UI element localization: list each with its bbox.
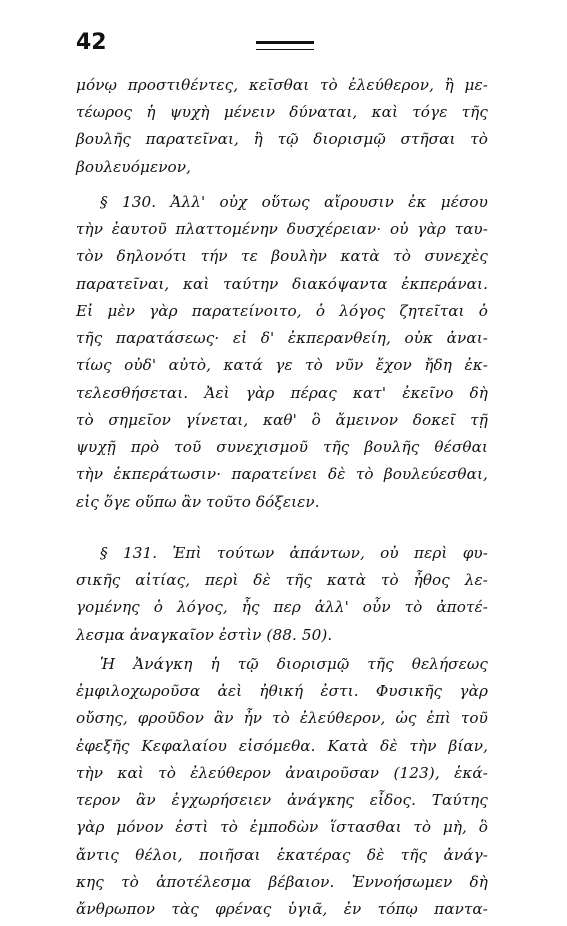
- text-line: ἐμφιλοχωροῦσα ἀεὶ ἠθική ἐστι. Φυσικῆς γὰρ: [76, 682, 488, 700]
- text-line: ψυχῇ πρὸ τοῦ συνεχισμοῦ τῆς βουλῆς θέσθαι: [76, 438, 488, 456]
- text-line: τὸν δηλονότι τήν τε βουλὴν κατὰ τὸ συνεχὲς: [76, 247, 488, 265]
- text-line: τελεσθήσεται. Ἀεὶ γὰρ πέρας κατ' ἐκεῖνο δὴ: [76, 384, 488, 402]
- text-line: ἄνθρωπον τὰς φρένας ὑγιᾶ, ἐν τόπῳ παντα-: [76, 900, 488, 918]
- text-line: βουλῆς παρατεῖναι, ἢ τῷ διορισμῷ στῆσαι τὸ: [76, 130, 488, 148]
- text-line: εἰς ὅγε οὕπω ἂν τοῦτο δόξειεν.: [76, 493, 320, 511]
- text-line: ἐφεξῆς Κεφαλαίου εἰσόμεθα. Κατὰ δὲ τὴν βίαν,: [76, 737, 488, 755]
- text-line: κης τὸ ἀποτέλεσμα βέβαιον. Ἐννοήσωμεν δὴ: [76, 873, 488, 891]
- section-130-heading-line: § 130. Ἀλλ' οὐχ οὕτως αἴρουσιν ἐκ μέσου: [100, 193, 488, 211]
- header-rule: [256, 41, 314, 50]
- section-131-heading-line: § 131. Ἐπὶ τούτων ἁπάντων, οὐ περὶ φυ-: [100, 544, 488, 562]
- text-line: γομένης ὁ λόγος, ἧς περ ἀλλ' οὖν τὸ ἀποτέ-: [76, 598, 488, 616]
- text-line: τὴν ἑαυτοῦ πλαττομένην δυσχέρειαν· οὐ γὰρ ταυ-: [76, 220, 488, 238]
- text-line: μόνῳ προστιθέντες, κεῖσθαι τὸ ἐλεύθερον, ἢ με-: [76, 76, 488, 94]
- text-line: τῆς παρατάσεως· εἰ δ' ἐκπερανθείη, οὐκ ἀναι-: [76, 329, 488, 347]
- text-line: τὸ σημεῖον γίνεται, καθ' ὃ ἄμεινον δοκεῖ τῇ: [76, 411, 488, 429]
- paragraph-start-line: Ἡ Ἀνάγκη ἡ τῷ διορισμῷ τῆς θελήσεως: [100, 655, 488, 673]
- text-line: σικῆς αἰτίας, περὶ δὲ τῆς κατὰ τὸ ἦθος λε-: [76, 571, 488, 589]
- page-number: 42: [76, 30, 107, 55]
- text-line: τὴν καὶ τὸ ἐλεύθερον ἀναιροῦσαν (123), ἑκά-: [76, 764, 488, 782]
- text-line: τίως οὐδ' αὐτὸ, κατά γε τὸ νῦν ἔχον ἤδη ἐκ-: [76, 356, 488, 374]
- text-line: γὰρ μόνον ἐστὶ τὸ ἐμποδὼν ἵστασθαι τὸ μὴ, ὃ: [76, 818, 488, 836]
- text-line: παρατεῖναι, καὶ ταύτην διακόψαντα ἐκπεράναι.: [76, 275, 488, 293]
- text-line: οὔσης, φροῦδον ἂν ἦν τὸ ἐλεύθερον, ὡς ἐπὶ τοῦ: [76, 709, 488, 727]
- text-line: ἄντις θέλοι, ποιῆσαι ἑκατέρας δὲ τῆς ἀνάγ-: [76, 846, 488, 864]
- text-line: τέωρος ἡ ψυχὴ μένειν δύναται, καὶ τόγε τῆς: [76, 103, 488, 121]
- text-line: τερον ἂν ἐγχωρήσειεν ἀνάγκης εἶδος. Ταύτης: [76, 791, 488, 809]
- text-line: λεσμα ἀναγκαῖον ἐστὶν (88. 50).: [76, 626, 333, 644]
- text-line: βουλευόμενον,: [76, 158, 192, 176]
- text-line: τὴν ἐκπεράτωσιν· παρατείνει δὲ τὸ βουλεύεσθαι,: [76, 465, 488, 483]
- text-line: Εἰ μὲν γὰρ παρατείνοιτο, ὁ λόγος ζητεῖται ὁ: [76, 302, 488, 320]
